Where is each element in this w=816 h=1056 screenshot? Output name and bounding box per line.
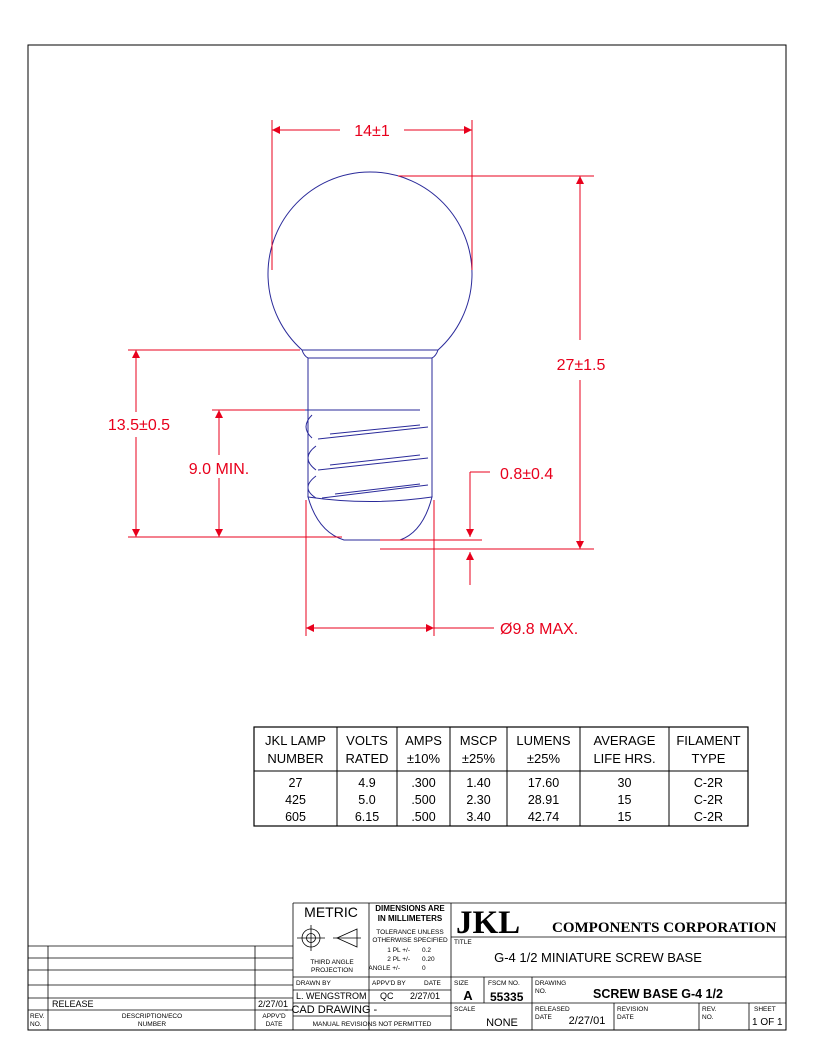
- spec-table-cell: 4.9: [358, 776, 376, 790]
- spec-table-cell: 17.60: [527, 776, 560, 790]
- spec-table-cell: C-2R: [693, 793, 724, 807]
- spec-table-cell: 2.30: [466, 793, 491, 807]
- tolerance-2: OTHERWISE SPECIFIED: [372, 937, 448, 944]
- tol-angle-value: 0: [422, 965, 426, 972]
- tol-angle-label: ANGLE +/-: [368, 965, 400, 972]
- base-contact: [308, 497, 432, 540]
- third-angle-projection-icon: [297, 925, 361, 951]
- dim-contact: [380, 466, 553, 585]
- bulb-glass: [268, 172, 472, 350]
- spec-table: [254, 727, 748, 826]
- dims-note-2: IN MILLIMETERS: [377, 914, 443, 923]
- spec-table-cell: C-2R: [693, 810, 724, 824]
- company-logo: JKL: [456, 905, 521, 941]
- dim-width-label: 14±1: [354, 123, 390, 140]
- revision-release-date: 2/27/01: [258, 999, 289, 1009]
- tol-2pl-value: 0.20: [422, 956, 435, 963]
- spec-table-header: RATED: [345, 751, 389, 766]
- spec-table-header: TYPE: [691, 751, 726, 766]
- spec-table-cell: 425: [285, 793, 306, 807]
- metric-label: METRIC: [304, 904, 358, 920]
- base-sides: [308, 358, 432, 497]
- projection-2: PROJECTION: [311, 967, 353, 974]
- dim-height-label: 27±1.5: [556, 357, 606, 374]
- rev-no-label-2: NO.: [702, 1014, 714, 1021]
- spec-table-cell: .500: [411, 810, 436, 824]
- spec-table-header: AMPS: [405, 733, 442, 748]
- scale-value: NONE: [486, 1017, 518, 1029]
- title-label: TITLE: [454, 939, 472, 946]
- spec-table-header: JKL LAMP: [265, 733, 326, 748]
- spec-table-header: ±25%: [526, 751, 561, 766]
- date-label: DATE: [424, 980, 441, 987]
- spec-table-cell: 15: [617, 793, 632, 807]
- bulb-outline: [268, 172, 472, 540]
- size-label: SIZE: [454, 980, 469, 987]
- spec-table-header: AVERAGE: [593, 733, 656, 748]
- revision-date-label-1: REVISION: [617, 1006, 649, 1013]
- date-value: 2/27/01: [410, 991, 441, 1001]
- dim-contact-label: 0.8±0.4: [500, 466, 554, 483]
- spec-table-cell: C-2R: [693, 776, 724, 790]
- drawn-by-label: DRAWN BY: [296, 980, 331, 987]
- released-date-value: 2/27/01: [568, 1015, 606, 1027]
- spec-table-cell: 3.40: [466, 810, 491, 824]
- dim-width: [272, 120, 472, 270]
- dim-height: [380, 176, 606, 549]
- dim-diameter-label: Ø9.8 MAX.: [500, 621, 579, 638]
- spec-table-header: MSCP: [459, 733, 498, 748]
- appvd-header-2: DATE: [265, 1021, 283, 1028]
- dims-note-1: DIMENSIONS ARE: [375, 904, 445, 913]
- tolerance-1: TOLERANCE UNLESS: [376, 929, 444, 936]
- spec-table-cell: 5.0: [358, 793, 376, 807]
- revision-block: [28, 903, 293, 1030]
- spec-table-cell: 1.40: [466, 776, 491, 790]
- tol-1pl-value: 0.2: [422, 947, 432, 954]
- drawn-by-value: L. WENGSTROM: [296, 991, 367, 1001]
- rev-no-header-1: REV.: [30, 1013, 45, 1020]
- sheet-label: SHEET: [754, 1006, 776, 1013]
- spec-table-cell: 27: [288, 776, 303, 790]
- dim-diameter: [306, 500, 578, 638]
- rev-no-label-1: REV.: [702, 1006, 717, 1013]
- spec-table-cell: 15: [617, 810, 632, 824]
- revision-release: RELEASE: [52, 999, 94, 1009]
- spec-table-header: NUMBER: [267, 751, 324, 766]
- dim-thread-min-label: 9.0 MIN.: [188, 461, 250, 478]
- spec-table-cell: 42.74: [527, 810, 560, 824]
- spec-table-cell: .500: [411, 793, 436, 807]
- spec-table-cell: .300: [411, 776, 436, 790]
- description-header-2: NUMBER: [137, 1021, 167, 1028]
- spec-table-header: ±10%: [406, 751, 441, 766]
- dim-base-length-label: 13.5±0.5: [107, 417, 171, 434]
- spec-table-header: LIFE HRS.: [593, 751, 656, 766]
- dim-base-length: [108, 350, 342, 537]
- released-label-2: DATE: [535, 1014, 552, 1021]
- drawing-no-label-1: DRAWING: [535, 980, 567, 987]
- size-value: A: [463, 988, 473, 1003]
- sheet-value: 1 OF 1: [752, 1017, 783, 1028]
- tol-1pl-label: 1 PL +/-: [387, 947, 410, 954]
- tol-2pl-label: 2 PL +/-: [387, 956, 410, 963]
- appvd-by-value: QC: [380, 991, 394, 1001]
- spec-table-header: VOLTS: [346, 733, 388, 748]
- revision-date-label-2: DATE: [617, 1014, 634, 1021]
- drawing-title: G-4 1/2 MINIATURE SCREW BASE: [494, 950, 702, 965]
- drawing-no-label-2: NO.: [535, 988, 547, 995]
- scale-label: SCALE: [454, 1006, 476, 1013]
- appvd-header-1: APPV'D: [262, 1013, 286, 1020]
- description-header-1: DESCRIPTION/ECO: [121, 1013, 183, 1020]
- fscm-value: 55335: [490, 990, 524, 1004]
- title-block-text: [285, 904, 783, 1029]
- spec-table-header: ±25%: [461, 751, 496, 766]
- released-label-1: RELEASED: [535, 1006, 570, 1013]
- spec-table-header: LUMENS: [516, 733, 571, 748]
- bulb-collar: [302, 350, 438, 358]
- company-name: COMPONENTS CORPORATION: [552, 920, 777, 936]
- spec-table-header: FILAMENT: [676, 733, 741, 748]
- fscm-label: FSCM NO.: [488, 980, 520, 987]
- spec-table-cell: 6.15: [354, 810, 380, 824]
- cad-drawing-label: - CAD DRAWING -: [284, 1004, 378, 1016]
- base-threads: [305, 410, 428, 498]
- appvd-by-label: APPV'D BY: [372, 980, 406, 987]
- spec-table-cell: 28.91: [527, 793, 560, 807]
- revision-block-text: [30, 999, 288, 1028]
- rev-no-header-2: NO.: [30, 1021, 42, 1028]
- dim-thread-min: [189, 410, 305, 537]
- projection-1: THIRD ANGLE: [310, 959, 354, 966]
- spec-table-cell: 30: [617, 776, 632, 790]
- spec-table-cell: 605: [285, 810, 306, 824]
- drawing-no-value: SCREW BASE G-4 1/2: [593, 987, 723, 1001]
- manual-revisions-label: MANUAL REVISIONS NOT PERMITTED: [312, 1021, 432, 1028]
